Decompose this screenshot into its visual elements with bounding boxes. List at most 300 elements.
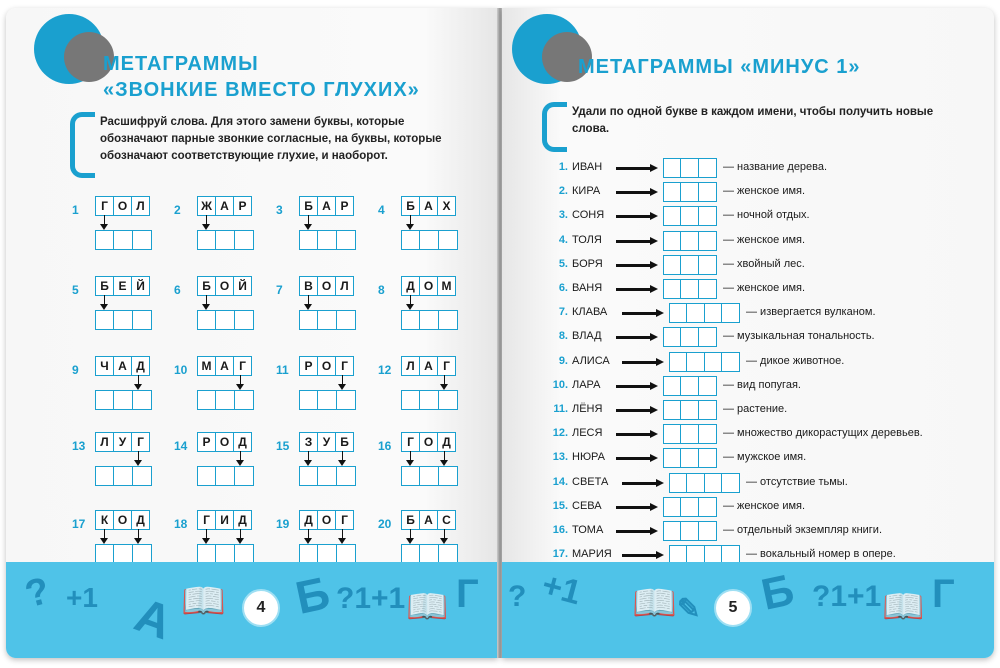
- given-word: [402, 510, 456, 530]
- letter-cell: Л: [401, 356, 420, 376]
- answer-boxes: [664, 497, 717, 517]
- answer-cell[interactable]: [663, 376, 682, 396]
- answer-cell[interactable]: [704, 303, 723, 323]
- task-number: 8: [378, 283, 385, 297]
- task-number: 3: [276, 203, 283, 217]
- letter-cell: Г: [95, 196, 114, 216]
- answer-boxes: [670, 352, 740, 372]
- answer-cell[interactable]: [698, 327, 717, 347]
- answer-cell[interactable]: [698, 231, 717, 251]
- task-number: 17: [72, 517, 86, 531]
- row-number: 5.: [558, 257, 568, 270]
- definition: — женское имя.: [723, 499, 806, 512]
- given-word: [96, 510, 150, 530]
- letter-a-decoration: А: [127, 588, 179, 651]
- answer-cell[interactable]: [215, 544, 235, 564]
- answer-cell[interactable]: [686, 352, 705, 372]
- answer-boxes: [198, 310, 254, 330]
- down-arrow-icon: [338, 375, 347, 389]
- definition: — вокальный номер в опере.: [746, 548, 896, 561]
- answer-cell[interactable]: [113, 390, 133, 410]
- letter-g-decoration: Г: [932, 572, 955, 616]
- answer-cell[interactable]: [680, 255, 699, 275]
- answer-cell[interactable]: [704, 352, 723, 372]
- answer-boxes: [664, 158, 717, 178]
- task-9: [72, 356, 172, 426]
- answer-cell[interactable]: [721, 303, 740, 323]
- intro-bracket: [70, 112, 95, 178]
- down-arrow-icon: [236, 451, 245, 465]
- source-name: АЛИСА: [572, 354, 610, 367]
- answer-cell[interactable]: [401, 466, 421, 486]
- answer-boxes: [664, 279, 717, 299]
- answer-boxes: [664, 327, 717, 347]
- row-number: 6.: [558, 282, 568, 294]
- answer-cell[interactable]: [680, 376, 699, 396]
- answer-cell[interactable]: [95, 230, 115, 250]
- answer-boxes: [664, 376, 717, 396]
- answer-cell[interactable]: [317, 310, 337, 330]
- answer-cell[interactable]: [336, 230, 356, 250]
- down-arrow-icon: [202, 215, 211, 229]
- answer-cell[interactable]: [234, 230, 254, 250]
- plus-decoration: +1: [66, 582, 98, 613]
- answer-boxes: [402, 310, 458, 330]
- given-word: [300, 356, 354, 376]
- answer-cell[interactable]: [95, 544, 115, 564]
- task-number: 9: [72, 363, 79, 377]
- row-number: 3.: [558, 209, 568, 222]
- definition: — женское имя.: [723, 185, 806, 198]
- answer-cell[interactable]: [401, 390, 421, 410]
- answer-cell[interactable]: [704, 473, 723, 493]
- row-number: 13.: [552, 451, 568, 464]
- answer-cell[interactable]: [663, 279, 682, 299]
- source-name: СОНЯ: [572, 209, 605, 222]
- word-row: [546, 424, 966, 446]
- answer-boxes: [402, 544, 458, 564]
- definition: — название дерева.: [723, 161, 828, 173]
- definition: — женское имя.: [723, 233, 806, 246]
- answer-cell[interactable]: [680, 448, 699, 468]
- word-row: [546, 497, 966, 519]
- right-arrow-icon: [616, 503, 658, 507]
- page-number: 5: [714, 589, 752, 627]
- row-number: 2.: [558, 185, 568, 198]
- task-12: [378, 356, 478, 426]
- answer-boxes: [300, 466, 356, 486]
- down-arrow-icon: [440, 451, 449, 465]
- letter-cell: Р: [299, 356, 318, 376]
- definition: — множество дикорастущих деревьев.: [723, 427, 923, 440]
- answer-cell[interactable]: [317, 544, 337, 564]
- down-arrow-icon: [100, 215, 109, 229]
- right-arrow-icon: [622, 309, 664, 313]
- down-arrow-icon: [304, 451, 313, 465]
- intro-bracket: [542, 102, 567, 152]
- answer-cell[interactable]: [680, 206, 699, 226]
- source-name: ТОМА: [572, 524, 604, 536]
- answer-cell[interactable]: [336, 466, 356, 486]
- answer-cell[interactable]: [215, 310, 235, 330]
- letter-cell: Б: [95, 276, 114, 296]
- word-row: [546, 473, 966, 495]
- answer-cell[interactable]: [132, 466, 152, 486]
- answer-cell[interactable]: [113, 544, 133, 564]
- answer-cell[interactable]: [197, 544, 217, 564]
- answer-cell[interactable]: [299, 544, 319, 564]
- answer-cell[interactable]: [698, 182, 717, 202]
- given-word: [402, 432, 456, 452]
- right-arrow-icon: [622, 551, 664, 555]
- row-number: 10.: [552, 378, 568, 391]
- letter-cell: О: [317, 510, 336, 530]
- answer-cell[interactable]: [317, 390, 337, 410]
- down-arrow-icon: [134, 375, 143, 389]
- word-row: [546, 352, 966, 374]
- letter-cell: О: [113, 510, 132, 530]
- given-word: [402, 356, 456, 376]
- word-row: [546, 521, 966, 543]
- answer-cell[interactable]: [663, 255, 682, 275]
- letter-cell: Г: [335, 356, 354, 376]
- answer-cell[interactable]: [113, 466, 133, 486]
- answer-boxes: [664, 521, 717, 541]
- answer-cell[interactable]: [419, 230, 439, 250]
- row-number: 16.: [552, 524, 568, 536]
- answer-boxes: [198, 544, 254, 564]
- given-word: [198, 196, 252, 216]
- left-title-line2: «ЗВОНКИЕ ВМЕСТО ГЛУХИХ»: [103, 79, 420, 101]
- answer-cell[interactable]: [113, 310, 133, 330]
- answer-cell[interactable]: [721, 352, 740, 372]
- right-page: [502, 8, 994, 658]
- letter-cell: Б: [197, 276, 216, 296]
- answer-cell[interactable]: [113, 230, 133, 250]
- row-number: 9.: [558, 354, 568, 367]
- answer-cell[interactable]: [215, 230, 235, 250]
- down-arrow-icon: [338, 529, 347, 543]
- pencil-icon: ✎: [677, 593, 701, 624]
- answer-cell[interactable]: [680, 327, 699, 347]
- source-name: ЛЁНЯ: [572, 403, 603, 415]
- letter-cell: Р: [233, 196, 252, 216]
- letter-cell: Й: [131, 276, 150, 296]
- right-arrow-icon: [616, 212, 658, 216]
- answer-cell[interactable]: [95, 310, 115, 330]
- question-mark-decoration: ?: [20, 569, 55, 617]
- answer-cell[interactable]: [438, 544, 458, 564]
- word-row: [546, 206, 966, 228]
- answer-cell[interactable]: [663, 400, 682, 420]
- word-row: [546, 400, 966, 422]
- answer-cell[interactable]: [401, 230, 421, 250]
- page-number: 4: [242, 589, 280, 627]
- word-row: [546, 182, 966, 204]
- source-name: НЮРА: [572, 451, 605, 464]
- answer-cell[interactable]: [132, 544, 152, 564]
- answer-cell[interactable]: [698, 206, 717, 226]
- down-arrow-icon: [304, 529, 313, 543]
- task-16: [378, 432, 478, 502]
- answer-boxes: [402, 230, 458, 250]
- word-row: [546, 303, 966, 325]
- answer-cell[interactable]: [698, 279, 717, 299]
- answer-boxes: [664, 448, 717, 468]
- answer-cell[interactable]: [686, 473, 705, 493]
- answer-cell[interactable]: [663, 448, 682, 468]
- letter-cell: Д: [131, 510, 150, 530]
- letter-cell: И: [215, 510, 234, 530]
- right-arrow-icon: [616, 285, 658, 289]
- answer-boxes: [664, 182, 717, 202]
- answer-cell[interactable]: [680, 497, 699, 517]
- answer-boxes: [664, 255, 717, 275]
- answer-cell[interactable]: [336, 310, 356, 330]
- task-number: 6: [174, 283, 181, 297]
- down-arrow-icon: [202, 295, 211, 309]
- right-arrow-icon: [616, 261, 658, 265]
- row-number: 11.: [553, 403, 568, 415]
- letter-cell: У: [113, 432, 132, 452]
- task-13: [72, 432, 172, 502]
- letter-cell: А: [419, 196, 438, 216]
- letter-cell: Ч: [95, 356, 114, 376]
- answer-cell[interactable]: [680, 231, 699, 251]
- answer-cell[interactable]: [401, 310, 421, 330]
- row-number: 14.: [552, 475, 568, 488]
- down-arrow-icon: [338, 451, 347, 465]
- answer-cell[interactable]: [197, 466, 217, 486]
- letter-cell: В: [299, 276, 318, 296]
- answer-cell[interactable]: [234, 390, 254, 410]
- answer-boxes: [198, 390, 254, 410]
- row-number: 8.: [558, 330, 568, 343]
- answer-cell[interactable]: [438, 466, 458, 486]
- answer-cell[interactable]: [95, 390, 115, 410]
- answer-cell[interactable]: [234, 544, 254, 564]
- left-title-line1: МЕТАГРАММЫ: [103, 53, 259, 75]
- task-number: 5: [72, 283, 79, 297]
- answer-cell[interactable]: [663, 158, 682, 178]
- task-number: 16: [378, 439, 392, 453]
- definition: — мужское имя.: [723, 451, 807, 464]
- answer-cell[interactable]: [698, 400, 717, 420]
- letter-cell: Б: [335, 432, 354, 452]
- row-number: 4.: [558, 233, 568, 246]
- answer-cell[interactable]: [680, 424, 699, 444]
- answer-cell[interactable]: [698, 424, 717, 444]
- letter-cell: А: [215, 196, 234, 216]
- answer-cell[interactable]: [663, 424, 682, 444]
- task-number: 20: [378, 517, 392, 531]
- letter-cell: Д: [131, 356, 150, 376]
- letter-cell: О: [419, 276, 438, 296]
- answer-cell[interactable]: [317, 466, 337, 486]
- given-word: [402, 196, 456, 216]
- definition: — хвойный лес.: [723, 257, 805, 270]
- answer-boxes: [96, 466, 152, 486]
- letter-cell: А: [419, 356, 438, 376]
- answer-cell[interactable]: [132, 310, 152, 330]
- answer-boxes: [198, 230, 254, 250]
- letter-cell: О: [317, 276, 336, 296]
- letter-cell: О: [317, 356, 336, 376]
- answer-cell[interactable]: [698, 521, 717, 541]
- plus-decoration: +1: [537, 565, 586, 613]
- answer-cell[interactable]: [336, 390, 356, 410]
- task-number: 18: [174, 517, 188, 531]
- answer-cell[interactable]: [698, 255, 717, 275]
- down-arrow-icon: [134, 529, 143, 543]
- down-arrow-icon: [202, 529, 211, 543]
- source-name: МАРИЯ: [572, 548, 612, 561]
- right-arrow-icon: [616, 454, 658, 458]
- answer-cell[interactable]: [299, 466, 319, 486]
- right-arrow-icon: [616, 382, 658, 386]
- answer-boxes: [198, 466, 254, 486]
- answer-cell[interactable]: [669, 303, 688, 323]
- answer-cell[interactable]: [419, 310, 439, 330]
- task-2: [174, 196, 274, 266]
- task-number: 15: [276, 439, 290, 453]
- answer-boxes: [96, 544, 152, 564]
- answer-cell[interactable]: [197, 390, 217, 410]
- left-intro: Расшифруй слова. Для этого замени буквы, которые обозначают парные звонкие согласные, на буквы, которые обозначают соответствующие глухие, и наоборот.: [100, 116, 442, 162]
- answer-cell[interactable]: [680, 158, 699, 178]
- word-row: [546, 279, 966, 301]
- answer-cell[interactable]: [215, 390, 235, 410]
- answer-cell[interactable]: [132, 230, 152, 250]
- answer-cell[interactable]: [215, 466, 235, 486]
- given-word: [96, 356, 150, 376]
- word-row: [546, 376, 966, 398]
- answer-cell[interactable]: [401, 544, 421, 564]
- answer-cell[interactable]: [663, 182, 682, 202]
- down-arrow-icon: [406, 215, 415, 229]
- task-5: [72, 276, 172, 346]
- book-icon: 📖: [181, 580, 226, 621]
- answer-boxes: [96, 310, 152, 330]
- answer-cell[interactable]: [669, 473, 688, 493]
- answer-cell[interactable]: [680, 521, 699, 541]
- left-page: [6, 8, 498, 658]
- given-word: [300, 432, 354, 452]
- answer-cell[interactable]: [698, 448, 717, 468]
- answer-cell[interactable]: [680, 279, 699, 299]
- down-arrow-icon: [406, 451, 415, 465]
- answer-cell[interactable]: [438, 230, 458, 250]
- answer-cell[interactable]: [721, 473, 740, 493]
- letter-cell: О: [215, 276, 234, 296]
- answer-boxes: [670, 303, 740, 323]
- answer-cell[interactable]: [663, 327, 682, 347]
- task-6: [174, 276, 274, 346]
- letter-cell: Ж: [197, 196, 216, 216]
- answer-cell[interactable]: [698, 376, 717, 396]
- down-arrow-icon: [304, 215, 313, 229]
- answer-cell[interactable]: [419, 390, 439, 410]
- answer-cell[interactable]: [299, 310, 319, 330]
- task-number: 2: [174, 203, 181, 217]
- letter-cell: А: [215, 356, 234, 376]
- answer-cell[interactable]: [234, 466, 254, 486]
- letter-cell: Д: [233, 510, 252, 530]
- letter-cell: Р: [197, 432, 216, 452]
- word-row: [546, 255, 966, 277]
- answer-cell[interactable]: [663, 206, 682, 226]
- letter-cell: О: [113, 196, 132, 216]
- answer-cell[interactable]: [234, 310, 254, 330]
- answer-cell[interactable]: [680, 400, 699, 420]
- answer-cell[interactable]: [680, 182, 699, 202]
- letter-cell: Х: [437, 196, 456, 216]
- source-name: БОРЯ: [572, 257, 603, 270]
- answer-cell[interactable]: [663, 231, 682, 251]
- right-arrow-icon: [616, 188, 658, 192]
- answer-cell[interactable]: [438, 390, 458, 410]
- task-10: [174, 356, 274, 426]
- task-1: [72, 196, 172, 266]
- task-number: 4: [378, 203, 385, 217]
- source-name: ТОЛЯ: [572, 233, 602, 246]
- given-word: [198, 432, 252, 452]
- definition: — ночной отдых.: [723, 209, 810, 222]
- given-word: [198, 356, 252, 376]
- answer-cell[interactable]: [669, 352, 688, 372]
- answer-cell[interactable]: [299, 390, 319, 410]
- answer-boxes: [300, 544, 356, 564]
- answer-cell[interactable]: [663, 521, 682, 541]
- down-arrow-icon: [406, 295, 415, 309]
- down-arrow-icon: [406, 529, 415, 543]
- answer-cell[interactable]: [317, 230, 337, 250]
- answer-cell[interactable]: [132, 390, 152, 410]
- definition: — дикое животное.: [746, 354, 845, 367]
- answer-cell[interactable]: [197, 310, 217, 330]
- letter-cell: М: [197, 356, 216, 376]
- answer-cell[interactable]: [419, 544, 439, 564]
- source-name: КИРА: [572, 185, 601, 198]
- answer-cell[interactable]: [698, 158, 717, 178]
- letter-cell: Г: [437, 356, 456, 376]
- task-number: 11: [276, 363, 289, 377]
- given-word: [198, 510, 252, 530]
- letter-cell: С: [437, 510, 456, 530]
- answer-cell[interactable]: [299, 230, 319, 250]
- word-row: [546, 231, 966, 253]
- answer-cell[interactable]: [698, 497, 717, 517]
- answer-cell[interactable]: [438, 310, 458, 330]
- task-3: [276, 196, 376, 266]
- answer-cell[interactable]: [95, 466, 115, 486]
- answer-cell[interactable]: [419, 466, 439, 486]
- answer-cell[interactable]: [663, 497, 682, 517]
- task-number: 1: [72, 203, 79, 217]
- letter-cell: Д: [233, 432, 252, 452]
- question-mark-decoration: ?: [508, 580, 527, 613]
- right-arrow-icon: [616, 237, 658, 241]
- letter-cell: Е: [113, 276, 132, 296]
- answer-cell[interactable]: [336, 544, 356, 564]
- right-arrow-icon: [616, 333, 658, 337]
- letter-cell: О: [419, 432, 438, 452]
- given-word: [96, 196, 150, 216]
- answer-cell[interactable]: [686, 303, 705, 323]
- answer-cell[interactable]: [197, 230, 217, 250]
- task-number: 13: [72, 439, 86, 453]
- task-15: [276, 432, 376, 502]
